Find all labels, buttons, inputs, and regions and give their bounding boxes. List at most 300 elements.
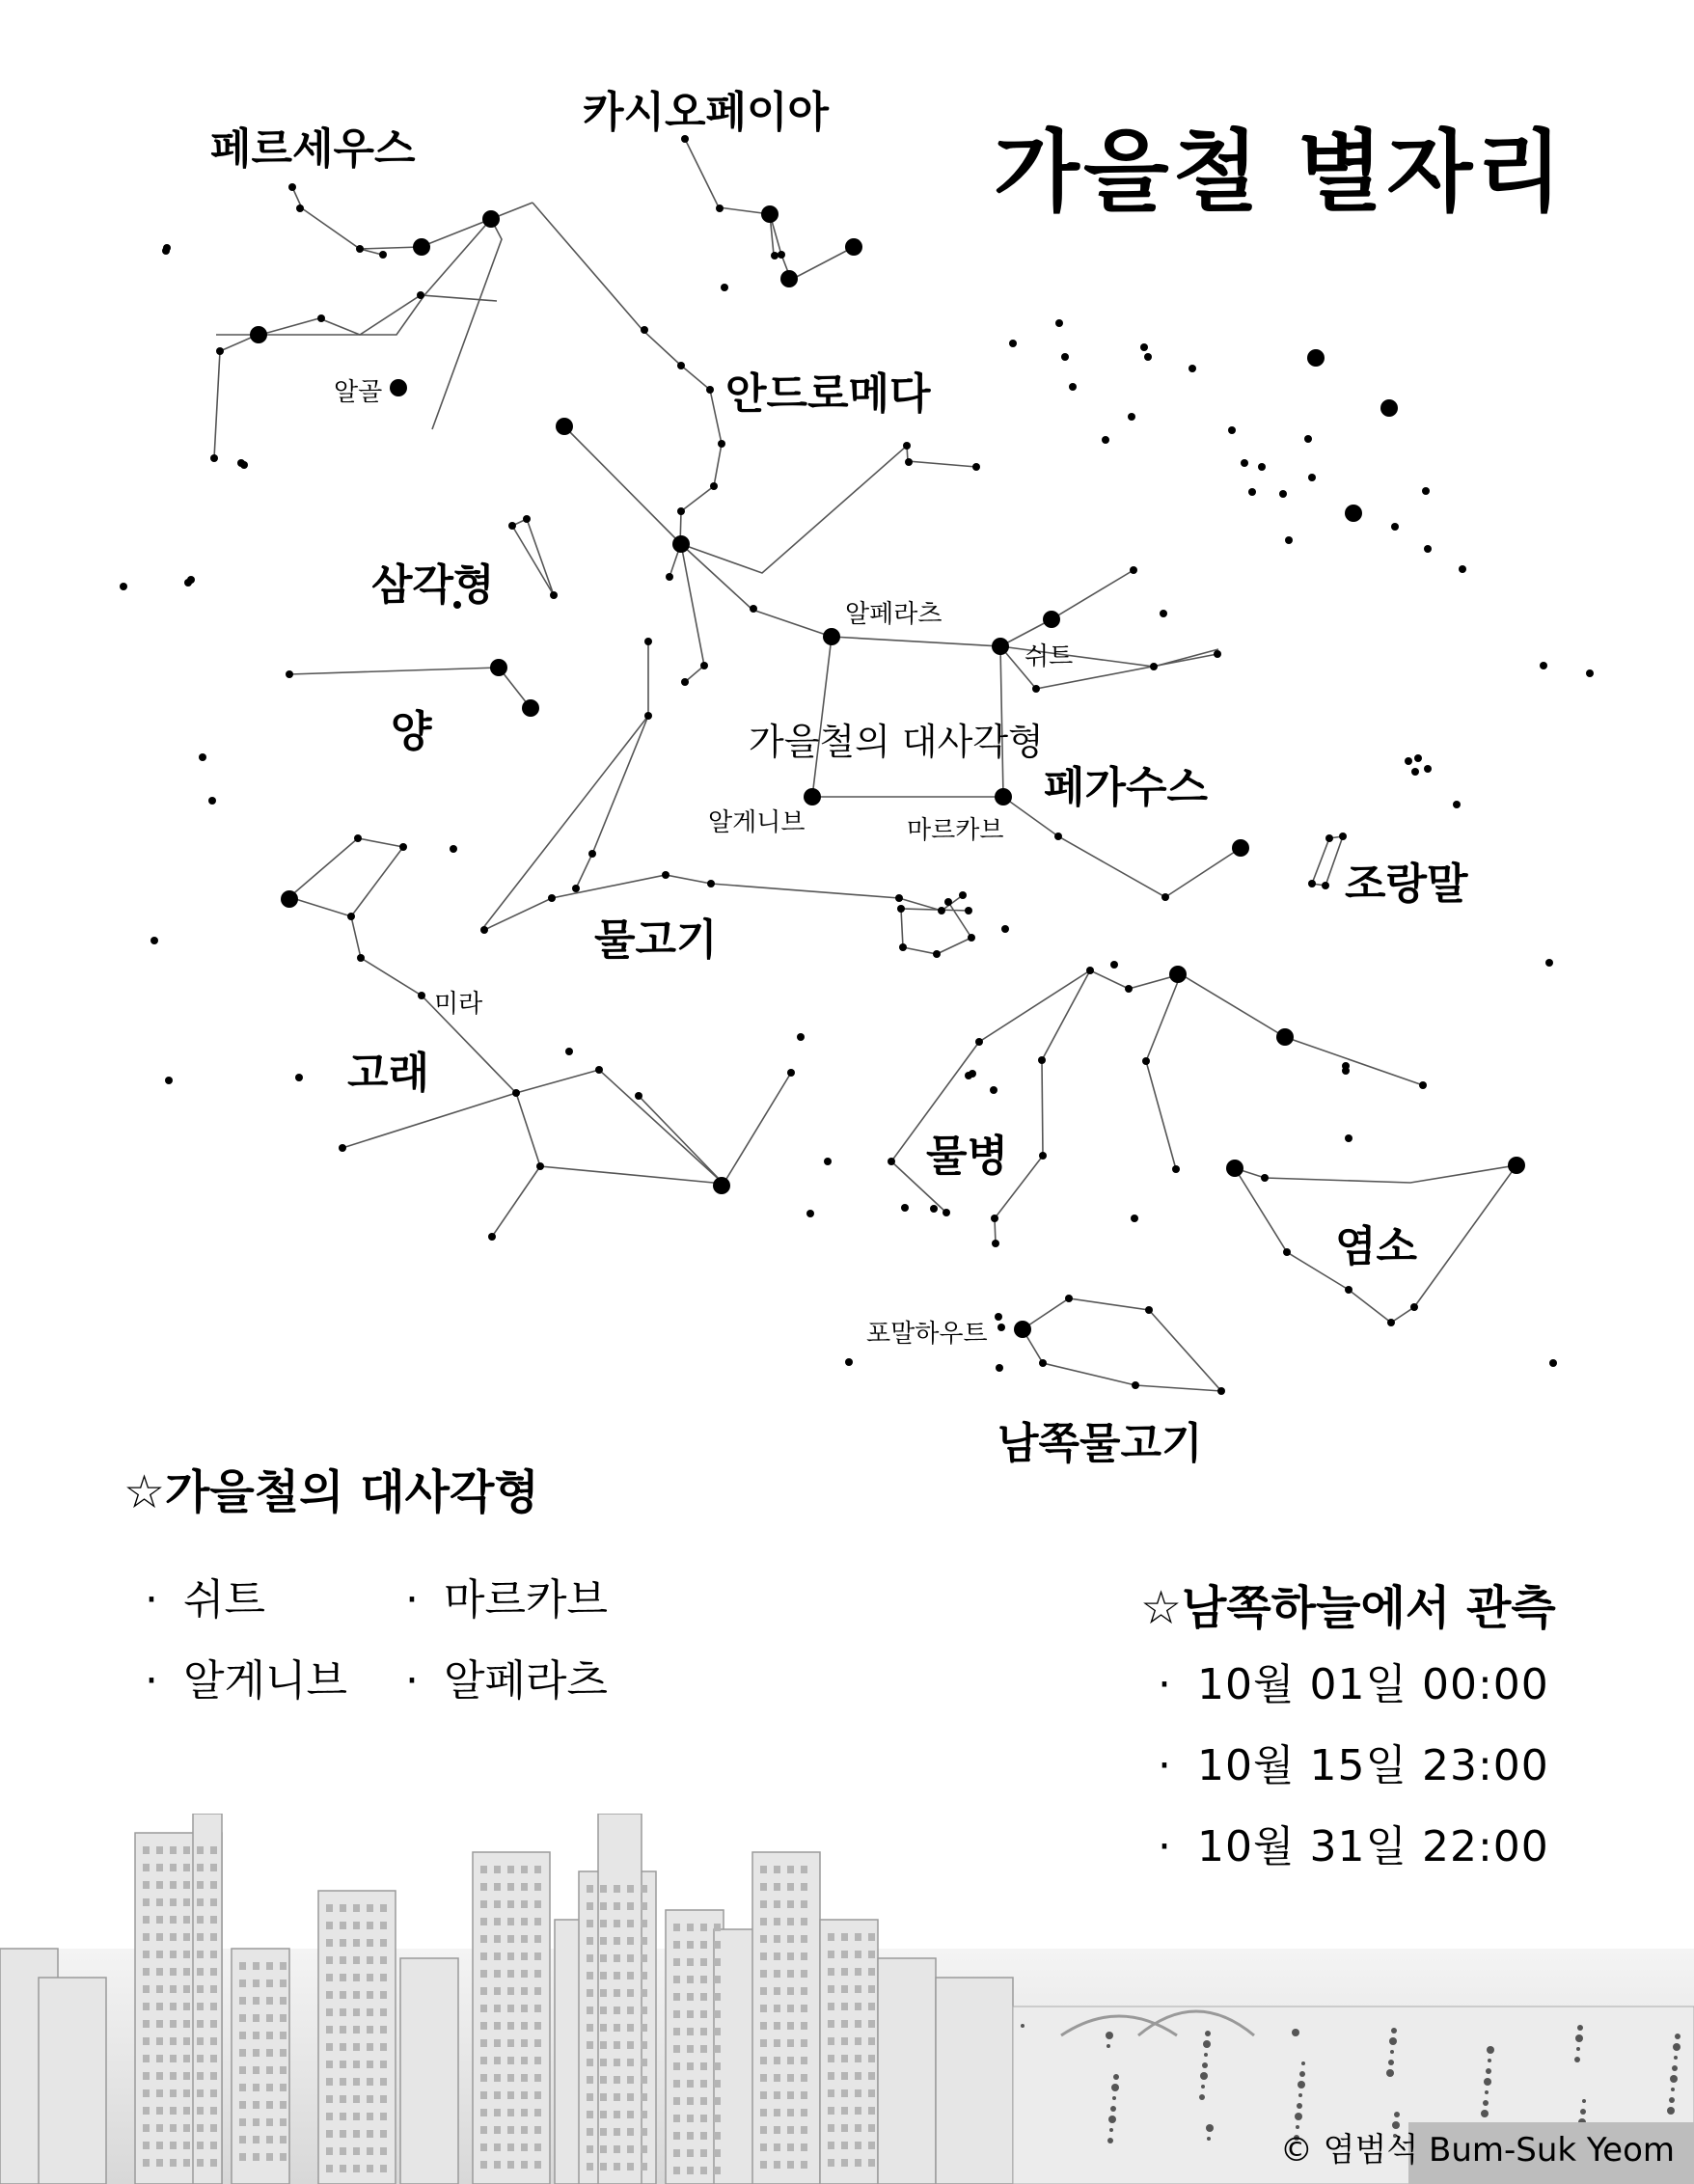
faint-star-18 xyxy=(718,440,725,448)
window xyxy=(480,1866,487,1873)
window xyxy=(760,1952,767,1960)
bright-star-21 xyxy=(390,379,407,396)
window xyxy=(156,2055,163,2062)
faint-star-70 xyxy=(536,1162,544,1170)
window xyxy=(587,2024,593,2032)
window xyxy=(170,1898,177,1906)
window xyxy=(210,2055,217,2062)
window xyxy=(714,2010,721,2018)
window xyxy=(326,2130,333,2138)
window xyxy=(760,2143,767,2151)
window xyxy=(210,1951,217,1958)
window xyxy=(521,2161,528,2169)
window xyxy=(614,1972,620,1979)
window xyxy=(828,2037,834,2045)
window xyxy=(774,1866,780,1873)
window xyxy=(197,2072,204,2080)
window xyxy=(673,2045,680,2053)
window xyxy=(480,1918,487,1925)
faint-star-33 xyxy=(1048,615,1055,623)
window xyxy=(787,2161,794,2169)
faint-star-45 xyxy=(548,894,556,902)
window xyxy=(787,2022,794,2030)
window xyxy=(687,2080,694,2088)
window xyxy=(641,1954,647,1962)
faint-star-2 xyxy=(296,205,304,212)
window xyxy=(210,2020,217,2028)
window xyxy=(183,1864,190,1871)
label-cassiopeia: 카시오페이아 xyxy=(583,88,830,137)
window xyxy=(340,2165,346,2172)
window xyxy=(614,2145,620,2153)
window xyxy=(143,2107,150,2115)
window xyxy=(280,2153,287,2161)
window xyxy=(787,2143,794,2151)
faint-star-120 xyxy=(1405,757,1412,765)
window xyxy=(673,2132,680,2140)
faint-star-114 xyxy=(1258,463,1266,471)
window xyxy=(534,2005,541,2012)
window xyxy=(266,2014,273,2022)
window xyxy=(774,2143,780,2151)
window xyxy=(774,2161,780,2169)
window xyxy=(841,1985,848,1993)
window xyxy=(687,1993,694,2001)
label-markab: 마르카브 xyxy=(907,816,1004,845)
window xyxy=(340,2113,346,2120)
faint-star-60 xyxy=(572,885,580,892)
faint-star-140 xyxy=(930,1205,938,1213)
window xyxy=(868,2124,875,2132)
constellation-line-26 xyxy=(342,1093,516,1148)
window xyxy=(760,2005,767,2012)
window xyxy=(868,2089,875,2097)
window xyxy=(197,2037,204,2045)
window xyxy=(801,1952,807,1960)
window xyxy=(627,2059,634,2066)
window xyxy=(760,1866,767,1873)
bright-star-4 xyxy=(780,270,798,287)
window xyxy=(340,1974,346,1981)
city-light xyxy=(1110,2106,1116,2112)
window xyxy=(673,1993,680,2001)
window xyxy=(673,2149,680,2157)
faint-star-86 xyxy=(1410,1303,1418,1311)
window xyxy=(714,2045,721,2053)
window xyxy=(627,2163,634,2170)
window xyxy=(521,2039,528,2047)
window xyxy=(587,1937,593,1945)
window xyxy=(239,2049,246,2057)
faint-star-133 xyxy=(1545,959,1553,967)
window xyxy=(714,1976,721,1983)
window xyxy=(210,2159,217,2167)
window xyxy=(868,1968,875,1976)
label-capricornus: 염소 xyxy=(1335,1222,1418,1271)
city-light xyxy=(1203,2040,1211,2048)
window xyxy=(868,1985,875,1993)
city-light xyxy=(1671,2088,1675,2091)
window xyxy=(714,2080,721,2088)
window xyxy=(197,1985,204,1993)
faint-star-100 xyxy=(150,937,158,944)
city-light xyxy=(1576,2047,1580,2051)
window xyxy=(774,2126,780,2134)
window xyxy=(253,2101,260,2109)
window xyxy=(183,2142,190,2149)
window xyxy=(210,1985,217,1993)
window xyxy=(587,2111,593,2118)
faint-star-125 xyxy=(1144,353,1152,361)
window xyxy=(197,2020,204,2028)
label-andromeda: 안드로메다 xyxy=(725,369,931,419)
window xyxy=(507,2143,514,2151)
window xyxy=(760,2074,767,2082)
faint-star-26 xyxy=(700,662,708,669)
window xyxy=(714,1924,721,1931)
faint-star-107 xyxy=(1189,365,1196,372)
window xyxy=(673,1941,680,1949)
bright-star-23 xyxy=(1276,1028,1294,1046)
window xyxy=(828,2124,834,2132)
constellation-line-33 xyxy=(1146,974,1181,1169)
window xyxy=(687,2132,694,2140)
window xyxy=(156,2142,163,2149)
window xyxy=(714,2115,721,2122)
window xyxy=(143,1933,150,1941)
window xyxy=(507,2057,514,2064)
window xyxy=(170,2037,177,2045)
window xyxy=(210,1881,217,1889)
faint-star-31 xyxy=(527,704,534,712)
window xyxy=(787,1935,794,1943)
faint-star-23 xyxy=(903,442,911,450)
window xyxy=(787,2091,794,2099)
window xyxy=(253,2066,260,2074)
window xyxy=(380,1939,387,1947)
window xyxy=(641,2145,647,2153)
window xyxy=(787,1987,794,1995)
window xyxy=(326,2165,333,2172)
window xyxy=(507,1866,514,1873)
faint-star-92 xyxy=(1217,1387,1225,1395)
window xyxy=(266,2049,273,2057)
window xyxy=(687,2010,694,2018)
faint-star-15 xyxy=(641,326,648,334)
faint-star-99 xyxy=(208,797,216,805)
window xyxy=(266,2032,273,2039)
faint-star-131 xyxy=(1540,662,1547,669)
window xyxy=(353,1939,360,1947)
window xyxy=(587,2093,593,2101)
window xyxy=(156,1846,163,1854)
faint-star-148 xyxy=(565,1048,573,1055)
window xyxy=(760,1883,767,1891)
window xyxy=(340,2043,346,2051)
window xyxy=(700,2010,707,2018)
city-light xyxy=(1111,2084,1119,2091)
bright-star-10 xyxy=(995,788,1012,805)
window xyxy=(183,2107,190,2115)
window xyxy=(641,2128,647,2136)
constellation-line-28 xyxy=(492,1166,540,1237)
faint-star-71 xyxy=(488,1233,496,1241)
faint-star-1 xyxy=(288,183,296,191)
window xyxy=(534,2126,541,2134)
window xyxy=(687,1976,694,1983)
faint-star-39 xyxy=(1161,893,1169,901)
window xyxy=(239,2118,246,2126)
faint-star-108 xyxy=(1228,426,1236,434)
window xyxy=(480,1883,487,1891)
faint-star-72 xyxy=(635,1092,642,1100)
window xyxy=(239,1979,246,1987)
city-light xyxy=(1295,2113,1302,2120)
observation-panel-heading: ☆남쪽하늘에서 관측 xyxy=(1140,1581,1556,1635)
bright-star-5 xyxy=(556,418,573,435)
faint-star-127 xyxy=(1009,340,1017,347)
window xyxy=(197,2159,204,2167)
window xyxy=(641,2007,647,2014)
window xyxy=(507,1935,514,1943)
window xyxy=(197,2142,204,2149)
window xyxy=(239,1962,246,1970)
window xyxy=(183,2089,190,2097)
window xyxy=(340,2026,346,2034)
window xyxy=(367,2043,373,2051)
window xyxy=(353,1956,360,1964)
window xyxy=(687,2167,694,2174)
window xyxy=(627,2128,634,2136)
window xyxy=(494,2057,501,2064)
city-light xyxy=(1487,2046,1494,2054)
window xyxy=(600,1937,607,1945)
window xyxy=(143,2003,150,2010)
window xyxy=(353,1991,360,1999)
window xyxy=(614,1954,620,1962)
city-light xyxy=(1391,2028,1397,2034)
window xyxy=(353,2165,360,2172)
window xyxy=(673,1976,680,1983)
window xyxy=(787,2005,794,2012)
window xyxy=(600,1989,607,1997)
window xyxy=(641,1902,647,1910)
window xyxy=(143,2037,150,2045)
city-light xyxy=(1667,2107,1675,2115)
faint-star-22 xyxy=(750,605,757,613)
constellation-line-27 xyxy=(516,1093,724,1184)
constellation-line-9 xyxy=(681,544,832,637)
label-equuleus: 조랑말 xyxy=(1345,860,1468,909)
window xyxy=(143,2124,150,2132)
window xyxy=(210,2072,217,2080)
window xyxy=(787,2039,794,2047)
window xyxy=(700,1993,707,2001)
label-pegasus: 페가수스 xyxy=(1044,763,1209,812)
window xyxy=(587,2163,593,2170)
window xyxy=(353,2043,360,2051)
window xyxy=(774,2005,780,2012)
faint-star-47 xyxy=(707,880,715,887)
window xyxy=(614,1920,620,1927)
window xyxy=(587,1902,593,1910)
window xyxy=(143,1951,150,1958)
window xyxy=(170,1933,177,1941)
window xyxy=(687,1958,694,1966)
window xyxy=(673,2097,680,2105)
window xyxy=(801,1935,807,1943)
window xyxy=(480,2074,487,2082)
window xyxy=(787,1970,794,1978)
window xyxy=(183,2159,190,2167)
label-aquarius: 물병 xyxy=(926,1132,1009,1181)
label-piscis-austrinus: 남쪽물고기 xyxy=(997,1419,1203,1468)
window xyxy=(507,1900,514,1908)
window xyxy=(687,2028,694,2035)
window xyxy=(534,2057,541,2064)
window xyxy=(326,1939,333,1947)
faint-star-110 xyxy=(1248,488,1256,496)
window xyxy=(627,2024,634,2032)
window xyxy=(210,1846,217,1854)
window xyxy=(587,2041,593,2049)
constellation-line-11 xyxy=(681,544,704,682)
window xyxy=(641,2076,647,2084)
window xyxy=(534,1866,541,1873)
window xyxy=(156,2037,163,2045)
window xyxy=(774,2091,780,2099)
window xyxy=(340,1904,346,1912)
window xyxy=(868,2107,875,2115)
window xyxy=(627,1920,634,1927)
window xyxy=(868,1951,875,1958)
window xyxy=(326,1904,333,1912)
window xyxy=(534,2143,541,2151)
window xyxy=(841,2089,848,2097)
window xyxy=(801,2022,807,2030)
faint-star-56 xyxy=(944,898,952,906)
window xyxy=(253,1979,260,1987)
window xyxy=(494,2143,501,2151)
city-light xyxy=(1483,2100,1489,2106)
window xyxy=(641,2163,647,2170)
window xyxy=(197,1933,204,1941)
window xyxy=(760,2039,767,2047)
window xyxy=(353,1974,360,1981)
faint-star-111 xyxy=(1304,435,1312,443)
bright-star-16 xyxy=(1380,399,1398,417)
window xyxy=(534,2022,541,2030)
window xyxy=(801,1987,807,1995)
city-light xyxy=(1299,2071,1305,2077)
window xyxy=(841,2072,848,2080)
window xyxy=(280,1962,287,1970)
window xyxy=(855,2089,861,2097)
window xyxy=(614,2024,620,2032)
window xyxy=(855,1951,861,1958)
window xyxy=(494,2126,501,2134)
window xyxy=(774,1883,780,1891)
constellation-line-8 xyxy=(564,426,681,544)
window xyxy=(627,1902,634,1910)
window xyxy=(340,1922,346,1929)
faint-star-118 xyxy=(1424,545,1432,553)
city-light xyxy=(1205,2031,1211,2036)
window xyxy=(801,2161,807,2169)
window xyxy=(627,2041,634,2049)
faint-star-79 xyxy=(991,1215,998,1222)
window xyxy=(494,2005,501,2012)
city-light xyxy=(1575,2034,1583,2042)
window xyxy=(170,2159,177,2167)
window xyxy=(183,1898,190,1906)
window xyxy=(170,2107,177,2115)
window xyxy=(253,2153,260,2161)
city-light xyxy=(1297,2103,1302,2109)
window xyxy=(828,2020,834,2028)
window xyxy=(828,2107,834,2115)
faint-star-69 xyxy=(339,1144,346,1152)
bright-star-24 xyxy=(1508,1157,1525,1174)
window xyxy=(521,2143,528,2151)
city-light xyxy=(1675,2034,1680,2039)
label-perseus: 페르세우스 xyxy=(210,124,416,174)
window xyxy=(239,2066,246,2074)
window xyxy=(868,2003,875,2010)
window xyxy=(700,2097,707,2105)
window xyxy=(326,1956,333,1964)
faint-star-119 xyxy=(1459,565,1466,573)
window xyxy=(156,2107,163,2115)
window xyxy=(534,2039,541,2047)
city-light xyxy=(1199,2094,1205,2100)
window xyxy=(210,1933,217,1941)
window xyxy=(600,2007,607,2014)
window xyxy=(614,2128,620,2136)
faint-star-126 xyxy=(1128,413,1135,421)
window xyxy=(170,2072,177,2080)
window xyxy=(210,1898,217,1906)
faint-star-38 xyxy=(1054,833,1062,840)
window xyxy=(380,2061,387,2068)
page-title: 가을철 별자리 xyxy=(994,121,1567,224)
constellation-lines xyxy=(214,139,1516,1391)
square-star-3: · 알게니브 xyxy=(145,1646,347,1707)
window xyxy=(210,1864,217,1871)
window xyxy=(480,1987,487,1995)
window xyxy=(170,1881,177,1889)
window xyxy=(787,1918,794,1925)
city-light xyxy=(1112,2096,1116,2100)
faint-star-74 xyxy=(975,1038,983,1046)
window xyxy=(367,1904,373,1912)
square-panel-heading: ☆가을철의 대사각형 xyxy=(123,1465,539,1519)
faint-star-34 xyxy=(1130,566,1137,574)
window xyxy=(143,1968,150,1976)
window xyxy=(326,1974,333,1981)
window xyxy=(380,1904,387,1912)
window xyxy=(380,2026,387,2034)
faint-star-55 xyxy=(968,934,975,942)
window xyxy=(326,2061,333,2068)
window xyxy=(239,2153,246,2161)
bright-star-14 xyxy=(1014,1321,1031,1338)
window xyxy=(801,1866,807,1873)
window xyxy=(714,2097,721,2105)
label-cetus: 고래 xyxy=(347,1049,430,1098)
window xyxy=(521,1866,528,1873)
window xyxy=(627,2111,634,2118)
